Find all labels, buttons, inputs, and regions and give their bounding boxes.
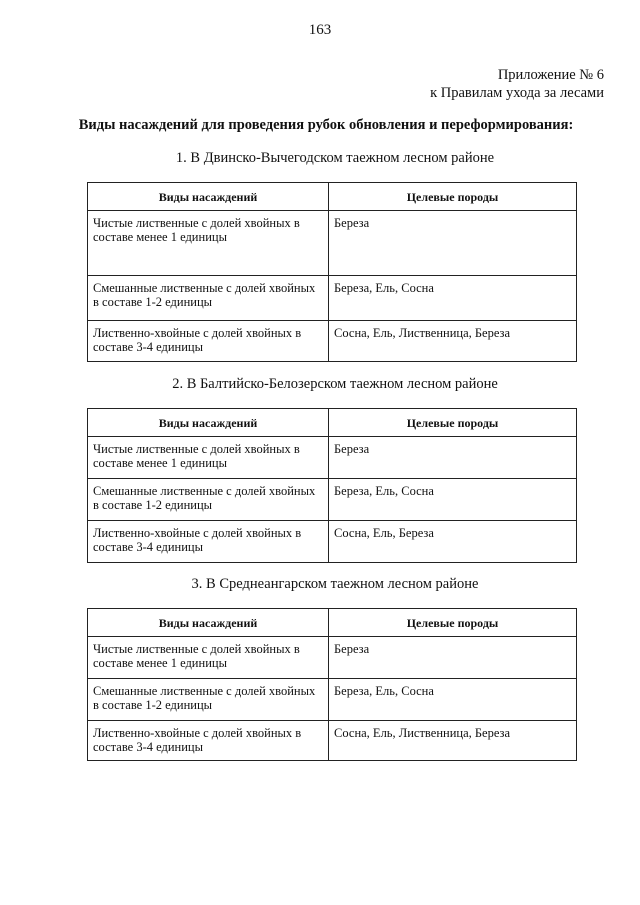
column-header-stand-type: Виды насаждений [88, 409, 329, 437]
target-species-cell: Береза, Ель, Сосна [329, 479, 577, 521]
target-species-cell: Береза [329, 437, 577, 479]
table-header-row [88, 609, 577, 637]
table-row [88, 276, 577, 321]
stand-type-cell: Чистые лиственные с долей хвойных в составе менее 1 единицы [88, 211, 329, 276]
target-species-cell: Береза [329, 211, 577, 276]
section-heading-2: 2. В Балтийско-Белозерском таежном лесном районе [172, 376, 498, 392]
stand-type-cell: Лиственно-хвойные с долей хвойных в составе 3-4 единицы [88, 521, 329, 563]
appendix-number: Приложение № 6 [497, 67, 604, 83]
page-number: 163 [308, 22, 332, 38]
stand-type-cell: Чистые лиственные с долей хвойных в составе менее 1 единицы [88, 637, 329, 679]
table-row [88, 211, 577, 276]
target-species-cell: Сосна, Ель, Лиственница, Береза [329, 721, 577, 761]
table-row [88, 521, 577, 563]
table-row [88, 637, 577, 679]
section-heading-1: 1. В Двинско-Вычегодском таежном лесном районе [175, 150, 495, 166]
species-table-2 [87, 408, 577, 563]
table-header-row [88, 409, 577, 437]
target-species-cell: Береза, Ель, Сосна [329, 679, 577, 721]
appendix-rules: к Правилам ухода за лесами [430, 85, 604, 101]
table-row [88, 479, 577, 521]
section-heading-3: 3. В Среднеангарском таежном лесном районе [191, 576, 479, 592]
column-header-target-species: Целевые породы [329, 609, 577, 637]
stand-type-cell: Лиственно-хвойные с долей хвойных в составе 3-4 единицы [88, 321, 329, 362]
document-title: Виды насаждений для проведения рубок обновления и переформирования: [78, 117, 574, 133]
column-header-target-species: Целевые породы [329, 183, 577, 211]
appendix-reference [430, 66, 604, 102]
target-species-cell: Береза [329, 637, 577, 679]
target-species-cell: Береза, Ель, Сосна [329, 276, 577, 321]
stand-type-cell: Лиственно-хвойные с долей хвойных в составе 3-4 единицы [88, 721, 329, 761]
column-header-stand-type: Виды насаждений [88, 183, 329, 211]
species-table-3 [87, 608, 577, 761]
column-header-stand-type: Виды насаждений [88, 609, 329, 637]
table-header-row [88, 183, 577, 211]
column-header-target-species: Целевые породы [329, 409, 577, 437]
table-row [88, 721, 577, 761]
stand-type-cell: Смешанные лиственные с долей хвойных в составе 1-2 единицы [88, 276, 329, 321]
species-table-1 [87, 182, 577, 362]
stand-type-cell: Смешанные лиственные с долей хвойных в составе 1-2 единицы [88, 479, 329, 521]
target-species-cell: Сосна, Ель, Лиственница, Береза [329, 321, 577, 362]
table-row [88, 437, 577, 479]
stand-type-cell: Смешанные лиственные с долей хвойных в составе 1-2 единицы [88, 679, 329, 721]
target-species-cell: Сосна, Ель, Береза [329, 521, 577, 563]
table-row [88, 321, 577, 362]
table-row [88, 679, 577, 721]
stand-type-cell: Чистые лиственные с долей хвойных в составе менее 1 единицы [88, 437, 329, 479]
